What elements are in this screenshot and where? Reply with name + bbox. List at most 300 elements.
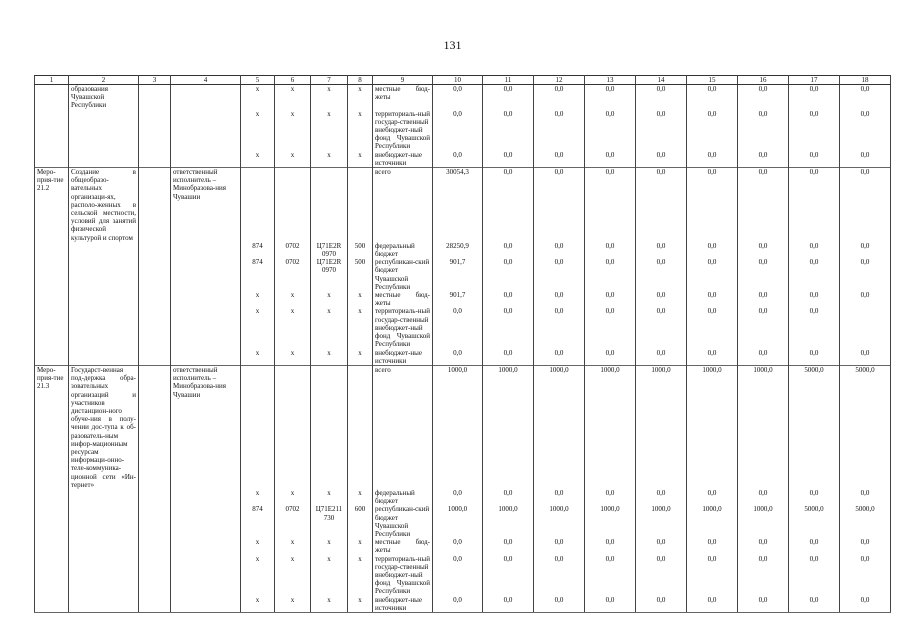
value-cell: 0,0: [687, 291, 738, 307]
value-cell: 0,0: [636, 151, 687, 168]
value-cell: 1000,0: [687, 505, 738, 538]
budget-code-target: [311, 168, 348, 242]
value-cell: 0,0: [585, 555, 636, 596]
budget-code-section: x: [275, 538, 311, 554]
budget-code-target: x: [311, 489, 348, 505]
column-header-8: 8: [348, 76, 373, 85]
value-cell: 1000,0: [738, 365, 789, 489]
budget-code-target: Ц71E211 730: [311, 505, 348, 538]
budget-code-section: 0702: [275, 505, 311, 538]
budget-code-target: x: [311, 307, 348, 348]
value-cell: 0,0: [585, 258, 636, 291]
value-cell: 0,0: [789, 489, 840, 505]
value-cell: 0,0: [534, 168, 585, 242]
empty-cell: [139, 349, 171, 366]
table-row: [35, 242, 891, 258]
value-cell: 0,0: [840, 555, 891, 596]
budget-code-expense-type: x: [348, 151, 373, 168]
value-cell: 0,0: [789, 307, 840, 348]
funding-source: территориаль-ный государ-ственный внебюджет-ный фонд Чувашской Республики: [373, 555, 433, 596]
empty-cell: [69, 538, 139, 554]
empty-cell: [171, 151, 241, 168]
empty-cell: [69, 349, 139, 366]
value-cell: 0,0: [687, 307, 738, 348]
budget-code-expense-type: x: [348, 489, 373, 505]
budget-code-target: Ц71E2R 0970: [311, 258, 348, 291]
value-cell: 0,0: [687, 242, 738, 258]
empty-cell: [171, 555, 241, 596]
value-cell: 1000,0: [534, 365, 585, 489]
value-cell: 0,0: [433, 555, 483, 596]
empty-cell: [171, 538, 241, 554]
value-cell: 0,0: [636, 489, 687, 505]
empty-cell: [35, 151, 69, 168]
budget-code-section: x: [275, 151, 311, 168]
value-cell: 901,7: [433, 291, 483, 307]
budget-code-section: x: [275, 349, 311, 366]
value-cell: 0,0: [585, 85, 636, 110]
value-cell: 0,0: [840, 151, 891, 168]
budget-code-target: x: [311, 291, 348, 307]
funding-source: федеральный бюджет: [373, 242, 433, 258]
measure-name: Государст-венная под-держка обра-зовательных организаций и участников дистанцион-ного обуче-ния в полу-чении дос-тупа к об-разователь-ным инфор-мационным ресурсам информаци-онно-теле-коммуника-ционной сети «Ин-тернет»: [69, 365, 139, 489]
empty-cell: [139, 538, 171, 554]
column-header-5: 5: [241, 76, 275, 85]
value-cell: 0,0: [534, 555, 585, 596]
value-cell: 0,0: [483, 258, 534, 291]
funding-source: республикан-ский бюджет Чувашской Республики: [373, 258, 433, 291]
budget-code-section: [275, 168, 311, 242]
empty-cell: [35, 258, 69, 291]
empty-cell: [139, 489, 171, 505]
funding-source: всего: [373, 365, 433, 489]
value-cell: 1000,0: [636, 505, 687, 538]
empty-cell: [171, 505, 241, 538]
empty-cell: [69, 307, 139, 348]
value-cell: 0,0: [738, 151, 789, 168]
funding-source: федеральный бюджет: [373, 489, 433, 505]
table-row: [35, 555, 891, 596]
budget-code-expense-type: 500: [348, 258, 373, 291]
table-row: [35, 258, 891, 291]
column-header-1: 1: [35, 76, 69, 85]
value-cell: 0,0: [840, 168, 891, 242]
value-cell: 0,0: [738, 258, 789, 291]
value-cell: 0,0: [585, 242, 636, 258]
empty-cell: [139, 242, 171, 258]
executor: [171, 85, 241, 110]
funding-source: местные бюд-жеты: [373, 291, 433, 307]
empty-cell: [35, 505, 69, 538]
empty-cell: [139, 291, 171, 307]
value-cell: 0,0: [687, 85, 738, 110]
empty-cell: [139, 110, 171, 151]
value-cell: 0,0: [840, 349, 891, 366]
value-cell: 5000,0: [840, 505, 891, 538]
measure-code: [35, 85, 69, 110]
empty-cell: [35, 291, 69, 307]
empty-cell: [35, 349, 69, 366]
empty-cell: [35, 555, 69, 596]
funding-source: всего: [373, 168, 433, 242]
budget-code-target: Ц71E2R 0970: [311, 242, 348, 258]
value-cell: 0,0: [636, 258, 687, 291]
empty-cell: [69, 555, 139, 596]
value-cell: 0,0: [483, 85, 534, 110]
value-cell: 0,0: [789, 85, 840, 110]
empty-cell: [139, 258, 171, 291]
budget-code-target: x: [311, 85, 348, 110]
budget-code-target: x: [311, 538, 348, 554]
measure-code: Меро-прия-тие 21.3: [35, 365, 69, 489]
value-cell: 0,0: [738, 168, 789, 242]
value-cell: 0,0: [585, 151, 636, 168]
budget-code-target: x: [311, 349, 348, 366]
value-cell: 0,0: [840, 258, 891, 291]
empty-cell: [69, 258, 139, 291]
funding-source: внебюджет-ные источники: [373, 151, 433, 168]
table-row: [35, 168, 891, 242]
value-cell: 0,0: [534, 349, 585, 366]
value-cell: 1000,0: [636, 365, 687, 489]
measure-code: Меро-прия-тие 21.2: [35, 168, 69, 242]
value-cell: 0,0: [687, 110, 738, 151]
value-cell: 0,0: [483, 489, 534, 505]
value-cell: 0,0: [636, 242, 687, 258]
value-cell: 0,0: [789, 110, 840, 151]
value-cell: 0,0: [636, 291, 687, 307]
value-cell: 0,0: [687, 489, 738, 505]
value-cell: 0,0: [433, 85, 483, 110]
funding-source: местные бюд-жеты: [373, 538, 433, 554]
table-row: [35, 538, 891, 554]
value-cell: 0,0: [636, 349, 687, 366]
value-cell: 0,0: [738, 242, 789, 258]
value-cell: 1000,0: [687, 365, 738, 489]
budget-code-expense-type: x: [348, 596, 373, 613]
value-cell: [840, 307, 891, 348]
budget-code-grbs: x: [241, 291, 275, 307]
value-cell: 1000,0: [585, 505, 636, 538]
value-cell: 0,0: [738, 538, 789, 554]
empty-cell: [35, 307, 69, 348]
budget-code-grbs: x: [241, 555, 275, 596]
budget-code-expense-type: 600: [348, 505, 373, 538]
value-cell: 0,0: [840, 538, 891, 554]
column-header-16: 16: [738, 76, 789, 85]
budget-code-grbs: x: [241, 151, 275, 168]
value-cell: 0,0: [534, 151, 585, 168]
value-cell: 0,0: [840, 110, 891, 151]
funding-source: территориаль-ный государ-ственный внебюджет-ный фонд Чувашской Республики: [373, 110, 433, 151]
measure-name: Создание в общеобразо-вательных организаци-ях, располо-женных в сельской местности, условий для занятий физической культурой и спортом: [69, 168, 139, 242]
budget-code-grbs: x: [241, 489, 275, 505]
value-cell: 0,0: [789, 291, 840, 307]
budget-code-section: x: [275, 555, 311, 596]
value-cell: 0,0: [687, 538, 738, 554]
value-cell: 0,0: [483, 349, 534, 366]
budget-code-grbs: 874: [241, 505, 275, 538]
value-cell: 0,0: [483, 151, 534, 168]
value-cell: 0,0: [636, 538, 687, 554]
empty-cell: [139, 505, 171, 538]
empty-cell: [69, 596, 139, 613]
budget-code-grbs: x: [241, 110, 275, 151]
empty-cell: [69, 110, 139, 151]
value-cell: 0,0: [738, 596, 789, 613]
empty-cell: [35, 538, 69, 554]
funding-source: республикан-ский бюджет Чувашской Республики: [373, 505, 433, 538]
value-cell: 0,0: [789, 555, 840, 596]
value-cell: 0,0: [789, 349, 840, 366]
funding-source: внебюджет-ные источники: [373, 596, 433, 613]
budget-code-grbs: x: [241, 349, 275, 366]
value-cell: 0,0: [687, 349, 738, 366]
funding-source: внебюджет-ные источники: [373, 349, 433, 366]
funding-source: местные бюд-жеты: [373, 85, 433, 110]
column-header-9: 9: [373, 76, 433, 85]
value-cell: 0,0: [585, 291, 636, 307]
value-cell: 1000,0: [585, 365, 636, 489]
budget-code-section: x: [275, 596, 311, 613]
value-cell: 0,0: [534, 596, 585, 613]
budget-code-grbs: x: [241, 85, 275, 110]
executor: ответственный исполнитель – Минобразова-ния Чувашии: [171, 168, 241, 242]
column-header-3: 3: [139, 76, 171, 85]
value-cell: 0,0: [738, 555, 789, 596]
table-row: [35, 365, 891, 489]
column-header-13: 13: [585, 76, 636, 85]
budget-code-section: 0702: [275, 258, 311, 291]
table-row: [35, 505, 891, 538]
value-cell: 0,0: [585, 538, 636, 554]
value-cell: 0,0: [738, 349, 789, 366]
value-cell: 0,0: [483, 307, 534, 348]
budget-code-grbs: x: [241, 307, 275, 348]
table-row: [35, 307, 891, 348]
value-cell: 0,0: [483, 538, 534, 554]
value-cell: 1000,0: [483, 505, 534, 538]
value-cell: 0,0: [433, 349, 483, 366]
budget-code-expense-type: x: [348, 555, 373, 596]
budget-code-target: x: [311, 110, 348, 151]
budget-code-grbs: x: [241, 538, 275, 554]
empty-cell: [69, 505, 139, 538]
budget-code-grbs: [241, 365, 275, 489]
column-header-14: 14: [636, 76, 687, 85]
table-row: [35, 596, 891, 613]
value-cell: 0,0: [636, 596, 687, 613]
value-cell: 0,0: [534, 110, 585, 151]
value-cell: 0,0: [636, 168, 687, 242]
value-cell: 0,0: [789, 258, 840, 291]
empty-cell: [69, 151, 139, 168]
empty-cell: [171, 349, 241, 366]
budget-code-grbs: x: [241, 596, 275, 613]
value-cell: 0,0: [789, 596, 840, 613]
value-cell: 0,0: [840, 489, 891, 505]
value-cell: 1000,0: [534, 505, 585, 538]
value-cell: 28250,9: [433, 242, 483, 258]
value-cell: 0,0: [585, 489, 636, 505]
table-row: [35, 110, 891, 151]
funding-source: территориаль-ный государ-ственный внебюджет-ный фонд Чувашской Республики: [373, 307, 433, 348]
value-cell: 0,0: [636, 307, 687, 348]
value-cell: 0,0: [534, 85, 585, 110]
column-header-18: 18: [840, 76, 891, 85]
column-header-11: 11: [483, 76, 534, 85]
value-cell: 0,0: [433, 307, 483, 348]
budget-code-expense-type: x: [348, 85, 373, 110]
value-cell: 1000,0: [433, 505, 483, 538]
budget-code-section: [275, 365, 311, 489]
value-cell: 0,0: [534, 242, 585, 258]
empty-cell: [35, 242, 69, 258]
value-cell: 0,0: [687, 555, 738, 596]
value-cell: 5000,0: [789, 505, 840, 538]
budget-code-expense-type: [348, 365, 373, 489]
value-cell: 0,0: [534, 307, 585, 348]
value-cell: 0,0: [534, 538, 585, 554]
budget-code-expense-type: x: [348, 110, 373, 151]
value-cell: 0,0: [585, 307, 636, 348]
column-header-17: 17: [789, 76, 840, 85]
value-cell: 0,0: [483, 596, 534, 613]
budget-code-section: 0702: [275, 242, 311, 258]
value-cell: 0,0: [534, 489, 585, 505]
value-cell: 0,0: [789, 151, 840, 168]
value-cell: 0,0: [433, 538, 483, 554]
budget-code-section: x: [275, 489, 311, 505]
value-cell: 0,0: [534, 258, 585, 291]
value-cell: 0,0: [636, 555, 687, 596]
value-cell: 0,0: [483, 291, 534, 307]
value-cell: 0,0: [687, 596, 738, 613]
table-row: [35, 489, 891, 505]
value-cell: 0,0: [534, 291, 585, 307]
value-cell: 0,0: [585, 596, 636, 613]
value-cell: 5000,0: [840, 365, 891, 489]
empty-cell: [69, 489, 139, 505]
budget-code-target: [311, 365, 348, 489]
empty-cell: [35, 489, 69, 505]
empty-cell: [139, 596, 171, 613]
budget-code-section: x: [275, 291, 311, 307]
column-number-header: [35, 76, 891, 85]
budget-code-target: x: [311, 151, 348, 168]
column-header-2: 2: [69, 76, 139, 85]
value-cell: 0,0: [840, 596, 891, 613]
column-header-6: 6: [275, 76, 311, 85]
empty-cell: [171, 258, 241, 291]
value-cell: 0,0: [687, 151, 738, 168]
value-cell: 0,0: [585, 168, 636, 242]
column-header-10: 10: [433, 76, 483, 85]
value-cell: 0,0: [738, 110, 789, 151]
budget-code-section: x: [275, 85, 311, 110]
value-cell: 0,0: [738, 307, 789, 348]
table-row: [35, 349, 891, 366]
value-cell: 0,0: [483, 555, 534, 596]
value-cell: 0,0: [433, 151, 483, 168]
empty-cell: [139, 85, 171, 110]
budget-code-expense-type: x: [348, 307, 373, 348]
empty-cell: [35, 596, 69, 613]
page-number: 131: [443, 38, 462, 52]
empty-cell: [171, 242, 241, 258]
budget-code-expense-type: x: [348, 349, 373, 366]
value-cell: 0,0: [636, 85, 687, 110]
empty-cell: [139, 555, 171, 596]
value-cell: 0,0: [433, 489, 483, 505]
empty-cell: [171, 291, 241, 307]
value-cell: 0,0: [738, 291, 789, 307]
budget-code-section: x: [275, 307, 311, 348]
value-cell: 0,0: [483, 110, 534, 151]
budget-code-target: x: [311, 555, 348, 596]
value-cell: 30054,3: [433, 168, 483, 242]
value-cell: 0,0: [483, 242, 534, 258]
value-cell: 0,0: [840, 242, 891, 258]
value-cell: 0,0: [789, 242, 840, 258]
empty-cell: [139, 168, 171, 242]
value-cell: 0,0: [585, 349, 636, 366]
column-header-4: 4: [171, 76, 241, 85]
empty-cell: [139, 307, 171, 348]
table-row: [35, 291, 891, 307]
value-cell: 0,0: [687, 168, 738, 242]
table-row: [35, 151, 891, 168]
empty-cell: [69, 242, 139, 258]
empty-cell: [171, 489, 241, 505]
column-header-15: 15: [687, 76, 738, 85]
value-cell: 1000,0: [738, 505, 789, 538]
empty-cell: [139, 151, 171, 168]
value-cell: 0,0: [840, 85, 891, 110]
empty-cell: [35, 110, 69, 151]
budget-code-grbs: [241, 168, 275, 242]
value-cell: 0,0: [585, 110, 636, 151]
empty-cell: [171, 596, 241, 613]
budget-table: [34, 75, 891, 613]
value-cell: 5000,0: [789, 365, 840, 489]
value-cell: 0,0: [483, 168, 534, 242]
value-cell: 0,0: [433, 596, 483, 613]
budget-code-expense-type: 500: [348, 242, 373, 258]
empty-cell: [171, 110, 241, 151]
budget-code-grbs: 874: [241, 242, 275, 258]
table-row: [35, 85, 891, 110]
value-cell: 0,0: [687, 258, 738, 291]
column-header-12: 12: [534, 76, 585, 85]
value-cell: 0,0: [738, 85, 789, 110]
budget-code-expense-type: x: [348, 538, 373, 554]
value-cell: 0,0: [840, 291, 891, 307]
budget-code-section: x: [275, 110, 311, 151]
value-cell: 0,0: [789, 168, 840, 242]
budget-code-target: x: [311, 596, 348, 613]
budget-code-expense-type: [348, 168, 373, 242]
empty-cell: [139, 365, 171, 489]
empty-cell: [69, 291, 139, 307]
executor: ответственный исполнитель – Минобразова-ния Чувашии: [171, 365, 241, 489]
value-cell: 1000,0: [483, 365, 534, 489]
value-cell: 0,0: [789, 538, 840, 554]
column-header-7: 7: [311, 76, 348, 85]
budget-code-expense-type: x: [348, 291, 373, 307]
budget-code-grbs: 874: [241, 258, 275, 291]
value-cell: 901,7: [433, 258, 483, 291]
